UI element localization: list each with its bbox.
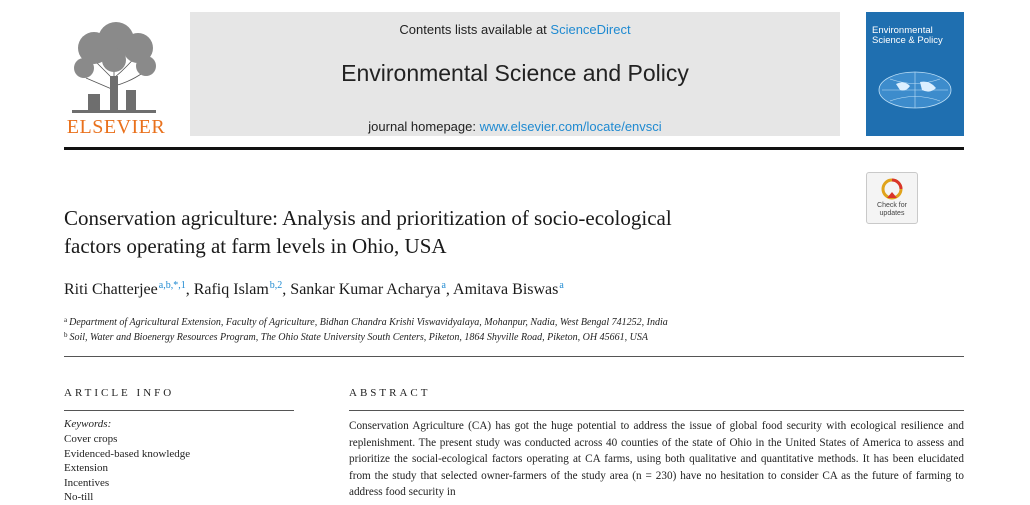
author-affiliation-mark[interactable]: a xyxy=(441,280,446,291)
publisher-wordmark: ELSEVIER xyxy=(66,116,166,138)
affiliation-rule xyxy=(64,356,964,357)
article-title xyxy=(64,204,854,260)
check-updates-label xyxy=(867,202,917,218)
article-info-heading: ARTICLE INFO xyxy=(64,387,175,399)
check-updates-icon xyxy=(881,178,903,202)
abstract-heading: ABSTRACT xyxy=(349,387,431,399)
affiliation-a xyxy=(64,316,964,328)
author-separator: , xyxy=(282,281,291,298)
check-updates-line2: updates xyxy=(879,210,905,217)
author-name[interactable]: Amitava Biswas xyxy=(453,281,559,298)
affiliation-text: Department of Agricultural Extension, Faculty of Agriculture, Bidhan Chandra Krishi Viswavidyalaya, Mohanpur, Nadia, West Bengal 741252, India xyxy=(69,317,668,328)
abstract-rule xyxy=(349,410,964,411)
keywords-label: Keywords: xyxy=(64,418,112,430)
homepage-prefix: journal homepage: xyxy=(368,119,480,134)
article-info-rule xyxy=(64,410,294,411)
cover-title: Environmental Science & Policy xyxy=(872,25,943,46)
author-affiliation-mark[interactable]: b,2 xyxy=(269,280,283,291)
journal-homepage-link[interactable]: www.elsevier.com/locate/envsci xyxy=(479,119,662,134)
homepage-line xyxy=(190,119,840,134)
keyword-list xyxy=(64,432,294,505)
affiliation-b xyxy=(64,331,964,343)
globe-icon xyxy=(876,70,954,110)
affiliation-text: Soil, Water and Bioenergy Resources Program, The Ohio State University South Centers, Piketon, 1864 Shyville Road, Piketon, OH 45661, USA xyxy=(69,332,648,343)
check-updates-line1: Check for xyxy=(877,202,907,209)
elsevier-tree-logo-icon xyxy=(64,20,164,116)
journal-title: Environmental Science and Policy xyxy=(341,60,689,86)
journal-cover[interactable] xyxy=(866,12,964,136)
keyword-item: Evidenced-based knowledge xyxy=(64,447,191,460)
keyword-item: No-till xyxy=(64,491,94,503)
affiliation-mark: b xyxy=(64,331,68,339)
keyword-item: Cover crops xyxy=(64,433,118,445)
keyword-item: Extension xyxy=(64,462,108,474)
author-name[interactable]: Rafiq Islam xyxy=(193,281,269,298)
author-list xyxy=(64,280,924,299)
article-title-line1: Conservation agriculture: Analysis and prioritization of socio-ecological xyxy=(64,206,672,230)
author-affiliation-mark[interactable]: a,b,*,1 xyxy=(158,280,186,291)
check-for-updates-button[interactable] xyxy=(866,172,918,224)
author-separator: , xyxy=(185,281,194,298)
sciencedirect-link[interactable]: ScienceDirect xyxy=(550,22,631,37)
keyword-item: Incentives xyxy=(64,476,110,489)
author-affiliation-mark[interactable]: a xyxy=(559,280,564,291)
affiliation-mark: a xyxy=(64,316,68,324)
contents-line xyxy=(190,22,840,37)
abstract-body: Conservation Agriculture (CA) has got the huge potential to address the issue of global food security with ecological resilience and replenishment. The present study was conducted across 40 counties of the state of Ohio in the United States of America to assess and prioritize the social-ecological factors operating at CA farms, using both qualitative and quantitative methods. It has been elucidated from the study that selected owner-farmers of the study area (n = 230) have no hesitation to consider CA as the future of farming to address food security in xyxy=(349,420,964,498)
contents-prefix: Contents lists available at xyxy=(399,22,551,37)
author-name[interactable]: Sankar Kumar Acharya xyxy=(290,281,441,298)
author-separator: , xyxy=(445,281,454,298)
header-rule xyxy=(64,147,964,150)
author-name[interactable]: Riti Chatterjee xyxy=(64,281,158,298)
article-title-line2: factors operating at farm levels in Ohio, USA xyxy=(64,234,447,258)
